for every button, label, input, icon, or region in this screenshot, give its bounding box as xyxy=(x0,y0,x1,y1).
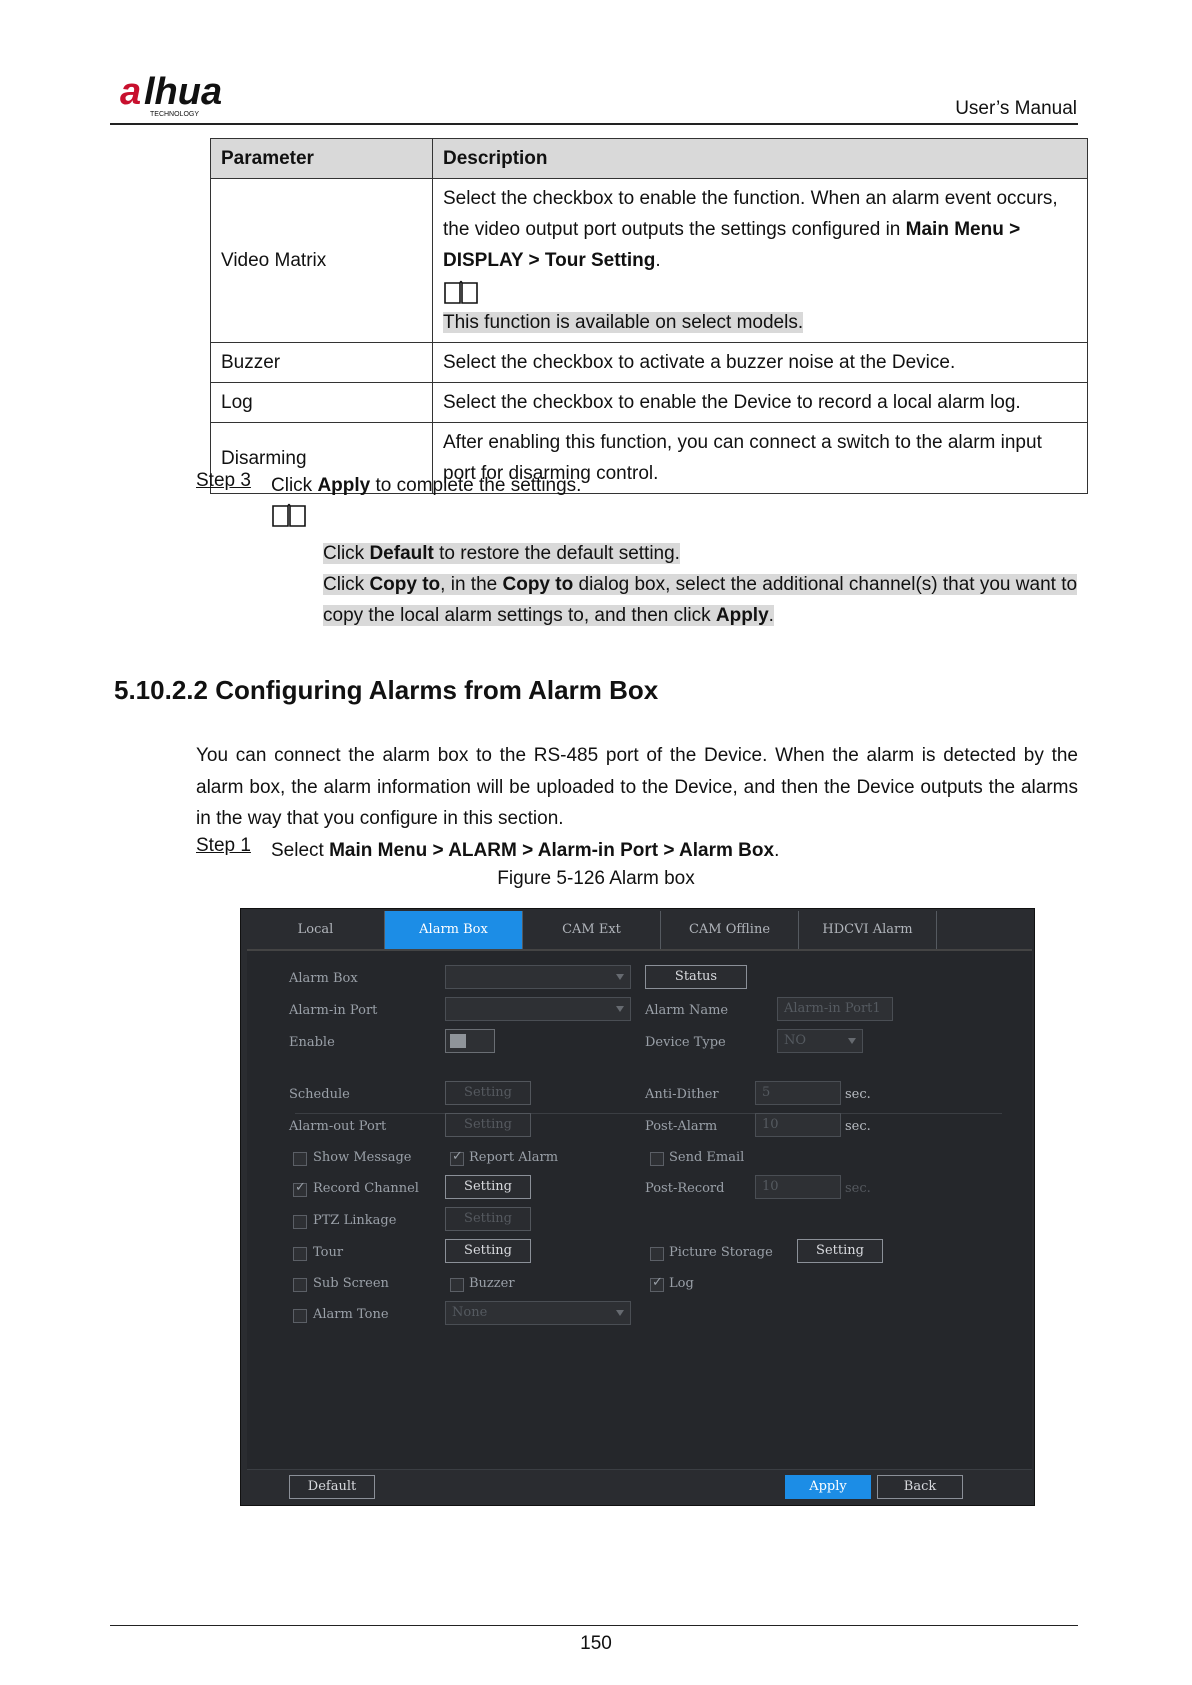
buzzer-checkbox[interactable] xyxy=(450,1278,464,1292)
report-alarm-label: Report Alarm xyxy=(469,1150,559,1165)
chevron-down-icon xyxy=(616,1310,624,1316)
record-channel-checkbox[interactable] xyxy=(293,1183,307,1197)
desc-text: . xyxy=(655,250,661,271)
step-3-label: Step 3 xyxy=(196,470,251,491)
note-bold: Copy to xyxy=(369,574,441,595)
ptz-linkage-label: PTZ Linkage xyxy=(313,1213,397,1228)
note-copy-to xyxy=(323,569,1078,631)
note-book-icon xyxy=(443,279,479,305)
figure-caption: Figure 5-126 Alarm box xyxy=(497,868,695,889)
page-number: 150 xyxy=(580,1633,612,1654)
picture-storage-label: Picture Storage xyxy=(669,1245,773,1260)
anti-dither-unit: sec. xyxy=(845,1087,871,1102)
show-message-checkbox[interactable] xyxy=(293,1152,307,1166)
post-record-unit: sec. xyxy=(845,1181,871,1196)
tab-hdcvi-alarm[interactable]: HDCVI Alarm xyxy=(799,911,937,949)
desc-disarming: After enabling this function, you can connect a switch to the alarm input port for disarming control. xyxy=(433,423,1088,494)
table-row xyxy=(211,179,1088,343)
param-disarming: Disarming xyxy=(211,423,433,494)
alarm-box-label: Alarm Box xyxy=(289,971,358,986)
param-video-matrix: Video Matrix xyxy=(211,179,433,343)
table-row xyxy=(211,343,1088,383)
alarm-tone-label: Alarm Tone xyxy=(313,1307,389,1322)
alarm-tone-value: None xyxy=(452,1305,488,1320)
tab-local[interactable]: Local xyxy=(247,911,385,949)
schedule-setting-button[interactable]: Setting xyxy=(445,1081,531,1105)
post-record-input[interactable]: 10 xyxy=(755,1175,841,1199)
default-button[interactable]: Default xyxy=(289,1475,375,1499)
alarm-in-port-label: Alarm-in Port xyxy=(289,1003,378,1018)
tab-alarm-box[interactable]: Alarm Box xyxy=(385,911,523,949)
alarm-name-label: Alarm Name xyxy=(645,1003,729,1018)
device-type-label: Device Type xyxy=(645,1035,726,1050)
record-channel-setting-button[interactable]: Setting xyxy=(445,1175,531,1199)
record-channel-label: Record Channel xyxy=(313,1181,419,1196)
note-default xyxy=(323,538,1078,569)
note-bold: Apply xyxy=(715,605,769,626)
post-alarm-input[interactable]: 10 xyxy=(755,1113,841,1137)
tab-cam-offline[interactable]: CAM Offline xyxy=(661,911,799,949)
enable-toggle[interactable] xyxy=(445,1029,495,1053)
step-bold: Apply xyxy=(317,475,371,496)
device-type-select[interactable] xyxy=(777,1029,863,1053)
note-text: . xyxy=(768,605,774,626)
report-alarm-checkbox[interactable] xyxy=(450,1152,464,1166)
step-1-label: Step 1 xyxy=(196,835,251,856)
desc-buzzer: Select the checkbox to activate a buzzer noise at the Device. xyxy=(433,343,1088,383)
log-label: Log xyxy=(669,1276,694,1291)
picture-storage-setting-button[interactable]: Setting xyxy=(797,1239,883,1263)
note-text: to restore the default setting. xyxy=(433,543,680,564)
ptz-linkage-setting-button[interactable]: Setting xyxy=(445,1207,531,1231)
alarm-in-port-select[interactable] xyxy=(445,997,631,1021)
buzzer-label: Buzzer xyxy=(469,1276,515,1291)
chevron-down-icon xyxy=(616,974,624,980)
section-divider xyxy=(295,1113,1002,1114)
document-title: User’s Manual xyxy=(955,98,1077,119)
desc-text: Select the checkbox to enable the function. When an alarm event occurs, the video output port outputs the settings configured in xyxy=(443,188,1058,240)
sub-screen-label: Sub Screen xyxy=(313,1276,389,1291)
send-email-label: Send Email xyxy=(669,1150,745,1165)
desc-bold: Main Menu > DISPLAY > Tour Setting xyxy=(443,219,1021,271)
step-1-text xyxy=(271,835,779,866)
footer-rule xyxy=(110,1625,1078,1626)
enable-label: Enable xyxy=(289,1035,335,1050)
table-row xyxy=(211,383,1088,423)
send-email-checkbox[interactable] xyxy=(650,1152,664,1166)
svg-text:a: a xyxy=(120,71,142,113)
anti-dither-label: Anti-Dither xyxy=(645,1087,719,1102)
schedule-label: Schedule xyxy=(289,1087,350,1102)
dahua-logo xyxy=(120,70,260,120)
ptz-linkage-checkbox[interactable] xyxy=(293,1215,307,1229)
svg-text:TECHNOLOGY: TECHNOLOGY xyxy=(150,111,200,118)
show-message-label: Show Message xyxy=(313,1150,412,1165)
alarm-name-input[interactable]: Alarm-in Port1 xyxy=(777,997,893,1021)
section-heading: 5.10.2.2 Configuring Alarms from Alarm Box xyxy=(114,675,659,705)
tab-cam-ext[interactable]: CAM Ext xyxy=(523,911,661,949)
table-header-row xyxy=(211,139,1088,179)
apply-button[interactable]: Apply xyxy=(785,1475,871,1499)
anti-dither-input[interactable]: 5 xyxy=(755,1081,841,1105)
header-rule xyxy=(110,123,1078,125)
log-checkbox[interactable] xyxy=(650,1278,664,1292)
post-alarm-unit: sec. xyxy=(845,1119,871,1134)
note-text: , in the xyxy=(440,574,503,595)
alarm-out-setting-button[interactable]: Setting xyxy=(445,1113,531,1137)
step-text: to complete the settings. xyxy=(370,475,582,496)
settings-panel xyxy=(247,951,1032,1469)
alarm-box-screenshot xyxy=(240,908,1035,1506)
param-log: Log xyxy=(211,383,433,423)
button-bar xyxy=(247,1469,1032,1503)
step-3-text xyxy=(271,470,581,501)
desc-video-matrix xyxy=(433,179,1088,343)
note-text: This function is available on select models. xyxy=(443,312,804,333)
notes-block xyxy=(323,538,1078,631)
tour-setting-button[interactable]: Setting xyxy=(445,1239,531,1263)
device-type-value: NO xyxy=(784,1033,807,1048)
note-bold: Copy to xyxy=(502,574,574,595)
body-paragraph: You can connect the alarm box to the RS-485 port of the Device. When the alarm is detected by the alarm box, the alarm information will be uploaded to the Device, and then the Device outputs the alarms in the way that you configure in this section. xyxy=(196,745,1078,829)
alarm-tone-checkbox[interactable] xyxy=(293,1309,307,1323)
tour-label: Tour xyxy=(313,1245,344,1260)
sub-screen-checkbox[interactable] xyxy=(293,1278,307,1292)
header-parameter: Parameter xyxy=(211,139,433,179)
post-alarm-label: Post-Alarm xyxy=(645,1119,718,1134)
param-buzzer: Buzzer xyxy=(211,343,433,383)
post-record-label: Post-Record xyxy=(645,1181,725,1196)
step-text: Select xyxy=(271,840,330,861)
alarm-box-select[interactable] xyxy=(445,965,631,989)
alarm-tone-select[interactable] xyxy=(445,1301,631,1325)
step-text: Click xyxy=(271,475,318,496)
note-bold: Default xyxy=(369,543,434,564)
chevron-down-icon xyxy=(848,1038,856,1044)
back-button[interactable]: Back xyxy=(877,1475,963,1499)
note-book-icon xyxy=(271,502,307,528)
status-button[interactable]: Status xyxy=(645,965,747,989)
alarm-out-port-label: Alarm-out Port xyxy=(289,1119,387,1134)
tour-checkbox[interactable] xyxy=(293,1247,307,1261)
desc-log: Select the checkbox to enable the Device to record a local alarm log. xyxy=(433,383,1088,423)
note-text: Click xyxy=(323,574,370,595)
note-text: dialog box, select the additional channel(s) that you want to copy the local alarm settings to, and then click xyxy=(323,574,1078,626)
note-text: Click xyxy=(323,543,370,564)
svg-text:lhua: lhua xyxy=(144,71,223,113)
chevron-down-icon xyxy=(616,1006,624,1012)
step-text: . xyxy=(774,840,780,861)
picture-storage-checkbox[interactable] xyxy=(650,1247,664,1261)
parameter-table xyxy=(210,138,1088,494)
tab-bar xyxy=(247,911,937,949)
header-description: Description xyxy=(433,139,1088,179)
step-bold: Main Menu > ALARM > Alarm-in Port > Alarm Box xyxy=(329,840,775,861)
